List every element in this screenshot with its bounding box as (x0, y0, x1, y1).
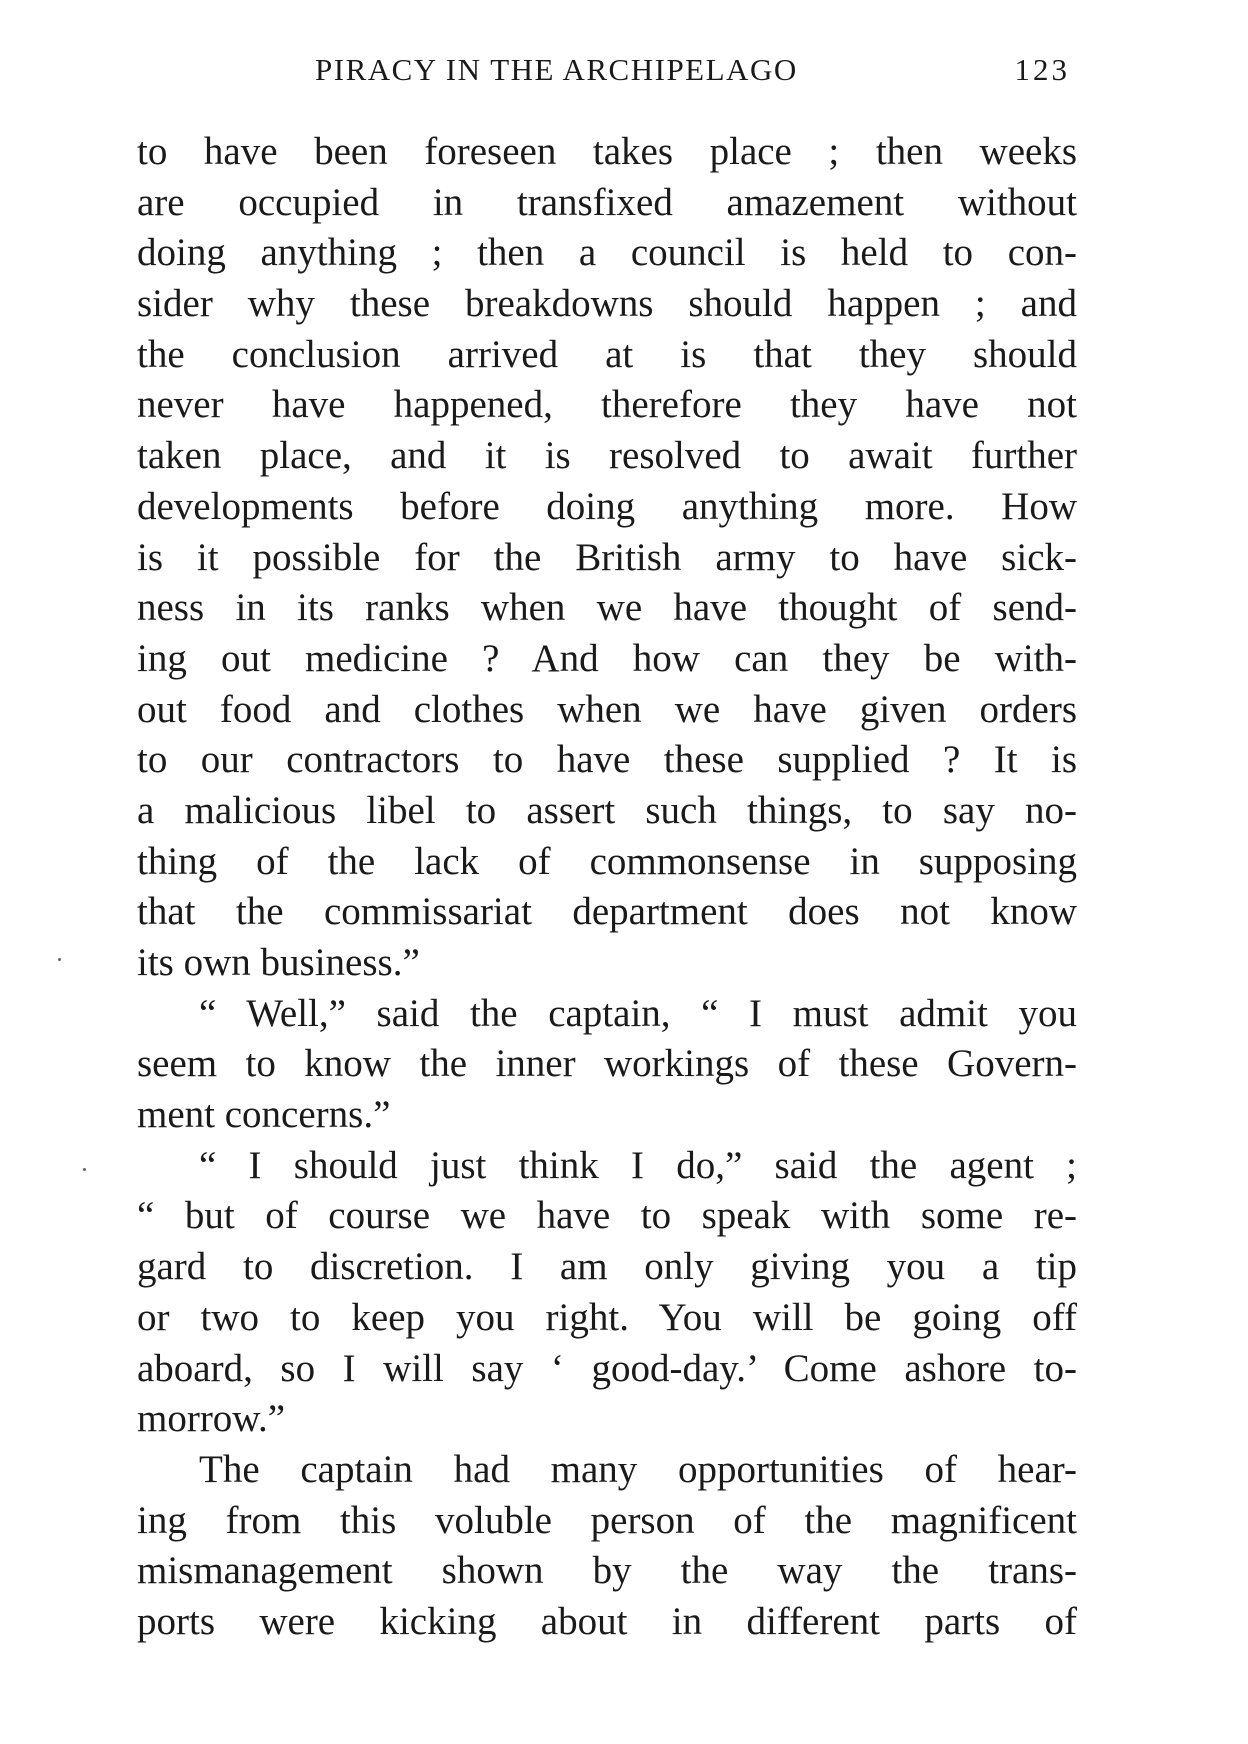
paragraph (137, 1141, 1077, 1445)
text-line: to our contractors to have these supplied ? It is (137, 738, 1077, 782)
text-line: seem to know the inner workings of these Govern- (137, 1042, 1077, 1086)
text-line: “ but of course we have to speak with some re- (137, 1194, 1077, 1238)
text-line: aboard, so I will say ‘ good-day.’ Come ashore to- (137, 1346, 1077, 1390)
scan-speck (83, 1168, 86, 1171)
text-line: out food and clothes when we have given orders (137, 687, 1077, 731)
text-line: or two to keep you right. You will be going off (137, 1295, 1077, 1339)
text-line: that the commissariat department does not know (137, 890, 1077, 934)
paragraph (137, 1445, 1077, 1648)
text-line: “ Well,” said the captain, “ I must admit you (199, 991, 1077, 1035)
text-line: is it possible for the British army to have sick- (137, 535, 1077, 579)
body-text (137, 127, 1077, 1648)
text-line: its own business.” (137, 941, 420, 984)
text-line: gard to discretion. I am only giving you a tip (137, 1245, 1077, 1289)
text-line: developments before doing anything more. How (137, 484, 1077, 528)
text-line: ports were kicking about in different parts of (137, 1599, 1077, 1643)
text-line: the conclusion arrived at is that they should (137, 332, 1077, 376)
text-line: mismanagement shown by the way the trans- (137, 1549, 1077, 1593)
text-line: “ I should just think I do,” said the agent ; (199, 1143, 1077, 1187)
text-line: a malicious libel to assert such things, to say no- (137, 788, 1077, 832)
text-line: ing from this voluble person of the magnificent (137, 1498, 1077, 1542)
scan-speck (58, 958, 61, 961)
paragraph (137, 989, 1077, 1141)
running-title: PIRACY IN THE ARCHIPELAGO (315, 52, 798, 87)
text-line: The captain had many opportunities of hear- (199, 1447, 1077, 1491)
text-line: ment concerns.” (137, 1093, 391, 1137)
paragraph (137, 127, 1077, 989)
text-line: sider why these breakdowns should happen ; and (137, 282, 1077, 326)
text-line: ness in its ranks when we have thought of send- (137, 586, 1077, 630)
text-line: doing anything ; then a council is held to con- (137, 231, 1077, 275)
text-line: ing out medicine ? And how can they be with- (137, 636, 1077, 680)
page-number: 123 (1014, 52, 1070, 87)
text-line: thing of the lack of commonsense in supposing (137, 839, 1077, 883)
text-line: taken place, and it is resolved to await further (137, 434, 1077, 478)
text-line: morrow.” (137, 1397, 286, 1441)
text-line: are occupied in transfixed amazement without (137, 180, 1077, 224)
text-line: to have been foreseen takes place ; then weeks (137, 130, 1077, 173)
text-line: never have happened, therefore they have not (137, 383, 1077, 427)
running-head (250, 52, 1070, 92)
